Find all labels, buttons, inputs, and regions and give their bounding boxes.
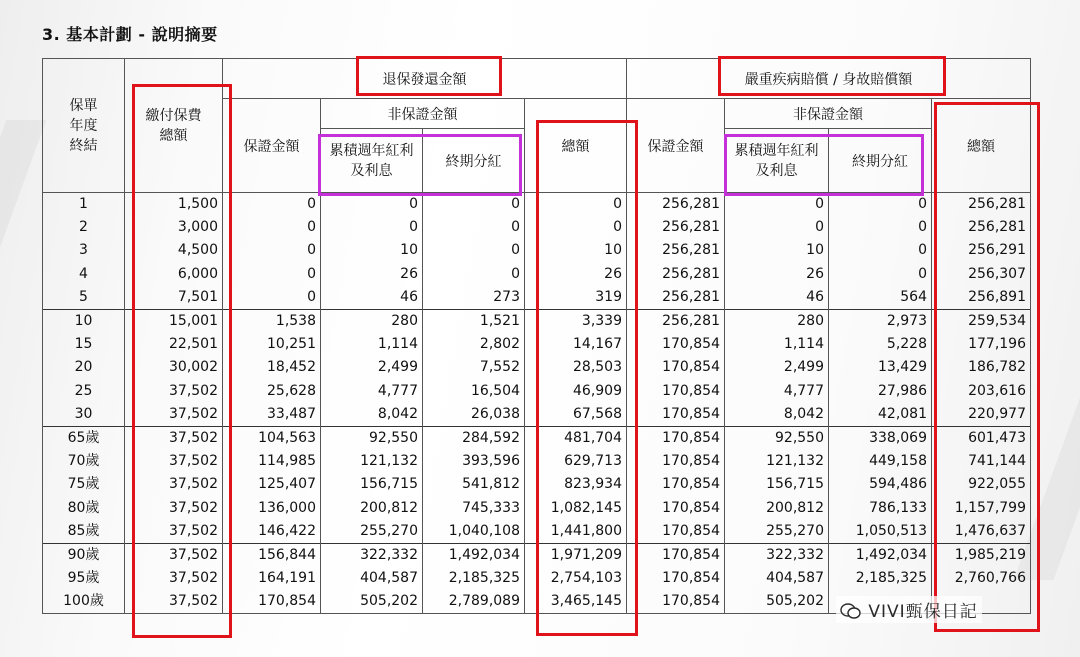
year-cell: 90歲 <box>43 543 125 567</box>
value-cell: 0 <box>525 193 627 217</box>
value-cell: 1,082,145 <box>525 496 627 519</box>
table-row <box>43 450 1031 473</box>
value-cell: 1,114 <box>321 333 423 356</box>
value-cell: 256,281 <box>932 216 1031 239</box>
value-cell: 2,499 <box>725 356 829 379</box>
year-cell: 4 <box>43 263 125 286</box>
value-cell: 404,587 <box>725 567 829 590</box>
header-death-group: 嚴重疾病賠償 / 身故賠償額 <box>627 59 1031 99</box>
table-row <box>43 380 1031 403</box>
value-cell: 0 <box>423 239 525 262</box>
value-cell: 2,754,103 <box>525 567 627 590</box>
value-cell: 37,502 <box>125 567 223 590</box>
value-cell: 3,339 <box>525 309 627 333</box>
table-row <box>43 193 1031 217</box>
value-cell: 273 <box>423 286 525 310</box>
table-row <box>43 473 1031 496</box>
value-cell: 170,854 <box>627 590 725 614</box>
value-cell: 10,251 <box>223 333 321 356</box>
value-cell: 0 <box>423 193 525 217</box>
year-cell: 10 <box>43 309 125 333</box>
year-cell: 80歲 <box>43 496 125 519</box>
table-row <box>43 567 1031 590</box>
year-cell: 65歲 <box>43 426 125 450</box>
value-cell: 1,441,800 <box>525 520 627 544</box>
value-cell: 136,000 <box>223 496 321 519</box>
value-cell: 164,191 <box>223 567 321 590</box>
value-cell: 2,789,089 <box>423 590 525 614</box>
value-cell: 26 <box>321 263 423 286</box>
value-cell: 200,812 <box>321 496 423 519</box>
value-cell: 255,270 <box>321 520 423 544</box>
value-cell: 37,502 <box>125 590 223 614</box>
value-cell: 256,281 <box>627 239 725 262</box>
value-cell: 564 <box>829 286 932 310</box>
value-cell: 256,281 <box>627 193 725 217</box>
value-cell: 741,144 <box>932 450 1031 473</box>
value-cell: 256,891 <box>932 286 1031 310</box>
value-cell: 121,132 <box>321 450 423 473</box>
value-cell: 449,158 <box>829 450 932 473</box>
watermark-text: VIVI甄保日記 <box>868 602 978 622</box>
value-cell: 92,550 <box>725 426 829 450</box>
value-cell: 0 <box>725 193 829 217</box>
value-cell: 146,422 <box>223 520 321 544</box>
value-cell: 786,133 <box>829 496 932 519</box>
value-cell: 4,500 <box>125 239 223 262</box>
value-cell: 505,202 <box>321 590 423 614</box>
value-cell: 10 <box>525 239 627 262</box>
value-cell: 10 <box>321 239 423 262</box>
value-cell: 629,713 <box>525 450 627 473</box>
value-cell: 30,002 <box>125 356 223 379</box>
value-cell: 0 <box>829 239 932 262</box>
value-cell: 37,502 <box>125 426 223 450</box>
value-cell: 0 <box>223 216 321 239</box>
value-cell: 156,715 <box>725 473 829 496</box>
value-cell: 121,132 <box>725 450 829 473</box>
table-row <box>43 403 1031 427</box>
year-cell: 15 <box>43 333 125 356</box>
header-terminal-bonus: 終期分紅 <box>423 129 525 193</box>
section-title: 3. 基本計劃 - 說明摘要 <box>42 25 218 44</box>
value-cell: 1,492,034 <box>423 543 525 567</box>
value-cell: 823,934 <box>525 473 627 496</box>
value-cell: 0 <box>829 263 932 286</box>
value-cell: 505,202 <box>725 590 829 614</box>
value-cell: 0 <box>423 216 525 239</box>
value-cell: 7,552 <box>423 356 525 379</box>
value-cell: 1,476,637 <box>932 520 1031 544</box>
value-cell: 177,196 <box>932 333 1031 356</box>
value-cell: 26 <box>725 263 829 286</box>
value-cell: 280 <box>321 309 423 333</box>
value-cell: 2,185,325 <box>829 567 932 590</box>
value-cell: 0 <box>321 216 423 239</box>
value-cell: 541,812 <box>423 473 525 496</box>
value-cell: 114,985 <box>223 450 321 473</box>
value-cell: 0 <box>223 193 321 217</box>
value-cell: 2,760,766 <box>932 567 1031 590</box>
value-cell: 25,628 <box>223 380 321 403</box>
value-cell: 26,038 <box>423 403 525 427</box>
value-cell: 481,704 <box>525 426 627 450</box>
value-cell: 922,055 <box>932 473 1031 496</box>
value-cell: 104,563 <box>223 426 321 450</box>
value-cell: 4,777 <box>321 380 423 403</box>
value-cell: 170,854 <box>627 403 725 427</box>
value-cell: 1,040,108 <box>423 520 525 544</box>
value-cell: 170,854 <box>627 520 725 544</box>
value-cell: 256,281 <box>627 216 725 239</box>
value-cell: 1,114 <box>725 333 829 356</box>
value-cell: 322,332 <box>725 543 829 567</box>
value-cell: 170,854 <box>627 356 725 379</box>
value-cell: 37,502 <box>125 450 223 473</box>
year-cell: 2 <box>43 216 125 239</box>
watermark <box>836 596 982 623</box>
value-cell: 37,502 <box>125 403 223 427</box>
value-cell: 322,332 <box>321 543 423 567</box>
table-row <box>43 286 1031 310</box>
value-cell: 28,503 <box>525 356 627 379</box>
table-row <box>43 543 1031 567</box>
value-cell: 1,157,799 <box>932 496 1031 519</box>
value-cell: 125,407 <box>223 473 321 496</box>
table-row <box>43 333 1031 356</box>
year-cell: 25 <box>43 380 125 403</box>
value-cell: 92,550 <box>321 426 423 450</box>
year-cell: 20 <box>43 356 125 379</box>
value-cell: 220,977 <box>932 403 1031 427</box>
table-row <box>43 309 1031 333</box>
value-cell: 594,486 <box>829 473 932 496</box>
value-cell: 7,501 <box>125 286 223 310</box>
value-cell: 170,854 <box>627 496 725 519</box>
year-cell: 30 <box>43 403 125 427</box>
value-cell: 1,985,219 <box>932 543 1031 567</box>
value-cell: 37,502 <box>125 520 223 544</box>
value-cell: 6,000 <box>125 263 223 286</box>
value-cell: 0 <box>223 263 321 286</box>
value-cell: 22,501 <box>125 333 223 356</box>
value-cell: 4,777 <box>725 380 829 403</box>
value-cell: 67,568 <box>525 403 627 427</box>
header-terminal-bonus-2: 終期分紅 <box>829 129 932 193</box>
value-cell: 15,001 <box>125 309 223 333</box>
value-cell: 18,452 <box>223 356 321 379</box>
value-cell: 393,596 <box>423 450 525 473</box>
value-cell: 46 <box>321 286 423 310</box>
illustration-table <box>42 58 1031 614</box>
wechat-icon <box>840 602 862 620</box>
value-cell: 170,854 <box>627 380 725 403</box>
header-total-2: 總額 <box>932 99 1031 193</box>
value-cell: 256,281 <box>932 193 1031 217</box>
value-cell: 0 <box>525 216 627 239</box>
value-cell: 0 <box>223 286 321 310</box>
value-cell: 200,812 <box>725 496 829 519</box>
value-cell: 745,333 <box>423 496 525 519</box>
value-cell: 256,281 <box>627 263 725 286</box>
value-cell: 255,270 <box>725 520 829 544</box>
year-cell: 95歲 <box>43 567 125 590</box>
value-cell: 8,042 <box>321 403 423 427</box>
table-row <box>43 263 1031 286</box>
header-non-guaranteed: 非保證金額 <box>321 99 525 129</box>
value-cell: 319 <box>525 286 627 310</box>
header-accum-bonus-2: 累積週年紅利及利息 <box>725 129 829 193</box>
value-cell: 338,069 <box>829 426 932 450</box>
value-cell: 156,844 <box>223 543 321 567</box>
table-row <box>43 426 1031 450</box>
value-cell: 256,281 <box>627 309 725 333</box>
value-cell: 33,487 <box>223 403 321 427</box>
value-cell: 203,616 <box>932 380 1031 403</box>
value-cell: 0 <box>829 216 932 239</box>
value-cell: 0 <box>423 263 525 286</box>
value-cell: 170,854 <box>627 450 725 473</box>
value-cell: 3,000 <box>125 216 223 239</box>
value-cell: 2,973 <box>829 309 932 333</box>
table-row <box>43 239 1031 262</box>
value-cell: 5,228 <box>829 333 932 356</box>
value-cell: 46 <box>725 286 829 310</box>
value-cell: 2,499 <box>321 356 423 379</box>
value-cell: 156,715 <box>321 473 423 496</box>
value-cell: 46,909 <box>525 380 627 403</box>
value-cell: 1,492,034 <box>829 543 932 567</box>
year-cell: 75歲 <box>43 473 125 496</box>
value-cell: 404,587 <box>321 567 423 590</box>
value-cell: 42,081 <box>829 403 932 427</box>
year-cell: 1 <box>43 193 125 217</box>
header-accum-bonus: 累積週年紅利及利息 <box>321 129 423 193</box>
header-surrender-group: 退保發還金額 <box>223 59 627 99</box>
year-cell: 70歲 <box>43 450 125 473</box>
value-cell: 3,465,145 <box>525 590 627 614</box>
value-cell: 170,854 <box>627 567 725 590</box>
value-cell: 2,802 <box>423 333 525 356</box>
value-cell: 1,500 <box>125 193 223 217</box>
header-guaranteed: 保證金額 <box>223 99 321 193</box>
value-cell: 1,971,209 <box>525 543 627 567</box>
value-cell: 170,854 <box>627 543 725 567</box>
year-cell: 5 <box>43 286 125 310</box>
value-cell: 284,592 <box>423 426 525 450</box>
table-row <box>43 496 1031 519</box>
value-cell: 186,782 <box>932 356 1031 379</box>
value-cell: 8,042 <box>725 403 829 427</box>
value-cell: 16,504 <box>423 380 525 403</box>
year-cell: 3 <box>43 239 125 262</box>
value-cell: 170,854 <box>627 473 725 496</box>
value-cell: 0 <box>223 239 321 262</box>
value-cell: 1,538 <box>223 309 321 333</box>
table-row <box>43 520 1031 544</box>
value-cell: 256,291 <box>932 239 1031 262</box>
value-cell: 0 <box>829 193 932 217</box>
value-cell: 2,185,325 <box>423 567 525 590</box>
value-cell: 170,854 <box>627 426 725 450</box>
value-cell: 259,534 <box>932 309 1031 333</box>
value-cell: 14,167 <box>525 333 627 356</box>
value-cell: 37,502 <box>125 543 223 567</box>
value-cell: 37,502 <box>125 380 223 403</box>
header-non-guaranteed-2: 非保證金額 <box>725 99 932 129</box>
value-cell: 27,986 <box>829 380 932 403</box>
table-row <box>43 356 1031 379</box>
value-cell: 0 <box>725 216 829 239</box>
header-premium: 繳付保費總額 <box>125 59 223 193</box>
value-cell: 170,854 <box>223 590 321 614</box>
value-cell: 37,502 <box>125 473 223 496</box>
table-body <box>43 193 1031 614</box>
header-guaranteed-2: 保證金額 <box>627 99 725 193</box>
year-cell: 100歲 <box>43 590 125 614</box>
header-total: 總額 <box>525 99 627 193</box>
year-cell: 85歲 <box>43 520 125 544</box>
table-row <box>43 216 1031 239</box>
value-cell: 26 <box>525 263 627 286</box>
value-cell: 1,521 <box>423 309 525 333</box>
value-cell: 601,473 <box>932 426 1031 450</box>
value-cell: 10 <box>725 239 829 262</box>
value-cell: 256,307 <box>932 263 1031 286</box>
value-cell: 13,429 <box>829 356 932 379</box>
value-cell: 1,050,513 <box>829 520 932 544</box>
header-year-end: 保單年度終結 <box>43 59 125 193</box>
value-cell: 280 <box>725 309 829 333</box>
value-cell: 256,281 <box>627 286 725 310</box>
value-cell: 170,854 <box>627 333 725 356</box>
value-cell: 37,502 <box>125 496 223 519</box>
value-cell: 0 <box>321 193 423 217</box>
